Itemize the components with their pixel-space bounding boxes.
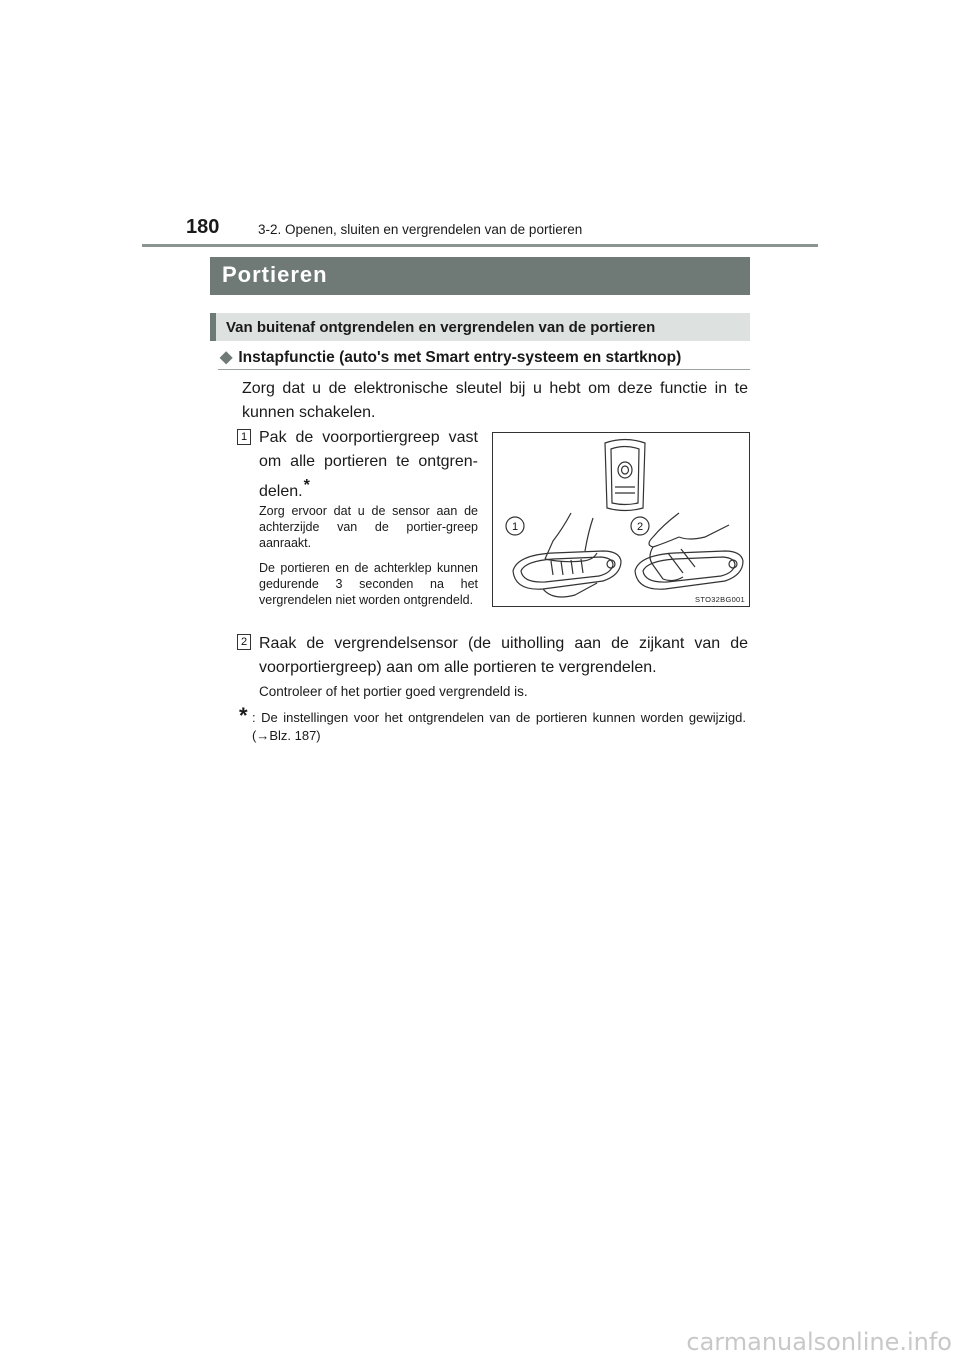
svg-text:2: 2: [636, 521, 644, 533]
door-handle-illustration: [493, 433, 749, 606]
step-1-footnote-marker: *: [303, 477, 310, 494]
step-1-note-1: Zorg ervoor dat u de sensor aan de achterzijde van de portier-greep aanraakt.: [259, 504, 478, 550]
step-1-note-2: De portieren en de achterklep kunnen gedurende 3 seconden na het vergrendelen niet worden ontgrendeld.: [259, 561, 478, 607]
step-1-text: Pak de voorportiergreep vast om alle portieren te ontgren-delen.: [259, 429, 478, 500]
feature-rule: [218, 369, 750, 370]
footnote-text: : De instellingen voor het ontgrendelen van de portieren kunnen worden gewijzigd. (→Blz. 187): [252, 710, 746, 743]
watermark: carmanualsonline.info: [686, 1328, 952, 1356]
feature-title: Instapfunctie (auto's met Smart entry-systeem en startknop): [238, 349, 682, 366]
step-2-note: Controleer of het portier goed vergrendeld is.: [259, 684, 528, 699]
step-2-badge: 2: [237, 634, 251, 650]
section-band: [210, 257, 750, 295]
callout-2-icon: [631, 517, 649, 535]
header-rule: [142, 244, 818, 247]
callout-1-icon: [506, 517, 524, 535]
step-2-text: Raak de vergrendelsensor (de uitholling aan de zijkant van de voorportiergreep) aan om alle portieren te vergrendelen.: [259, 635, 748, 676]
handle-touch-illustration: [635, 513, 743, 589]
key-fob-icon: [605, 440, 645, 511]
svg-text:1: 1: [511, 521, 519, 533]
section-title: Portieren: [222, 262, 328, 287]
subsection-band: [210, 313, 750, 341]
step-1-text-block: [259, 426, 478, 504]
figure-code: STO32BG001: [695, 595, 745, 604]
handle-grip-illustration: [513, 513, 621, 597]
feature-intro: Zorg dat u de elektronische sleutel bij u hebt om deze functie in te kunnen schakelen.: [242, 380, 748, 421]
footnote-marker: *: [239, 703, 248, 728]
diamond-bullet-icon: ◆: [220, 349, 233, 366]
chapter-title: 3-2. Openen, sluiten en vergrendelen van de portieren: [258, 222, 583, 237]
subsection-title: Van buitenaf ontgrendelen en vergrendelen van de portieren: [226, 319, 656, 336]
step-1-badge: 1: [237, 429, 251, 445]
page-number: 180: [186, 216, 220, 238]
figure-door-handle: [492, 432, 750, 607]
feature-heading: [220, 347, 681, 367]
